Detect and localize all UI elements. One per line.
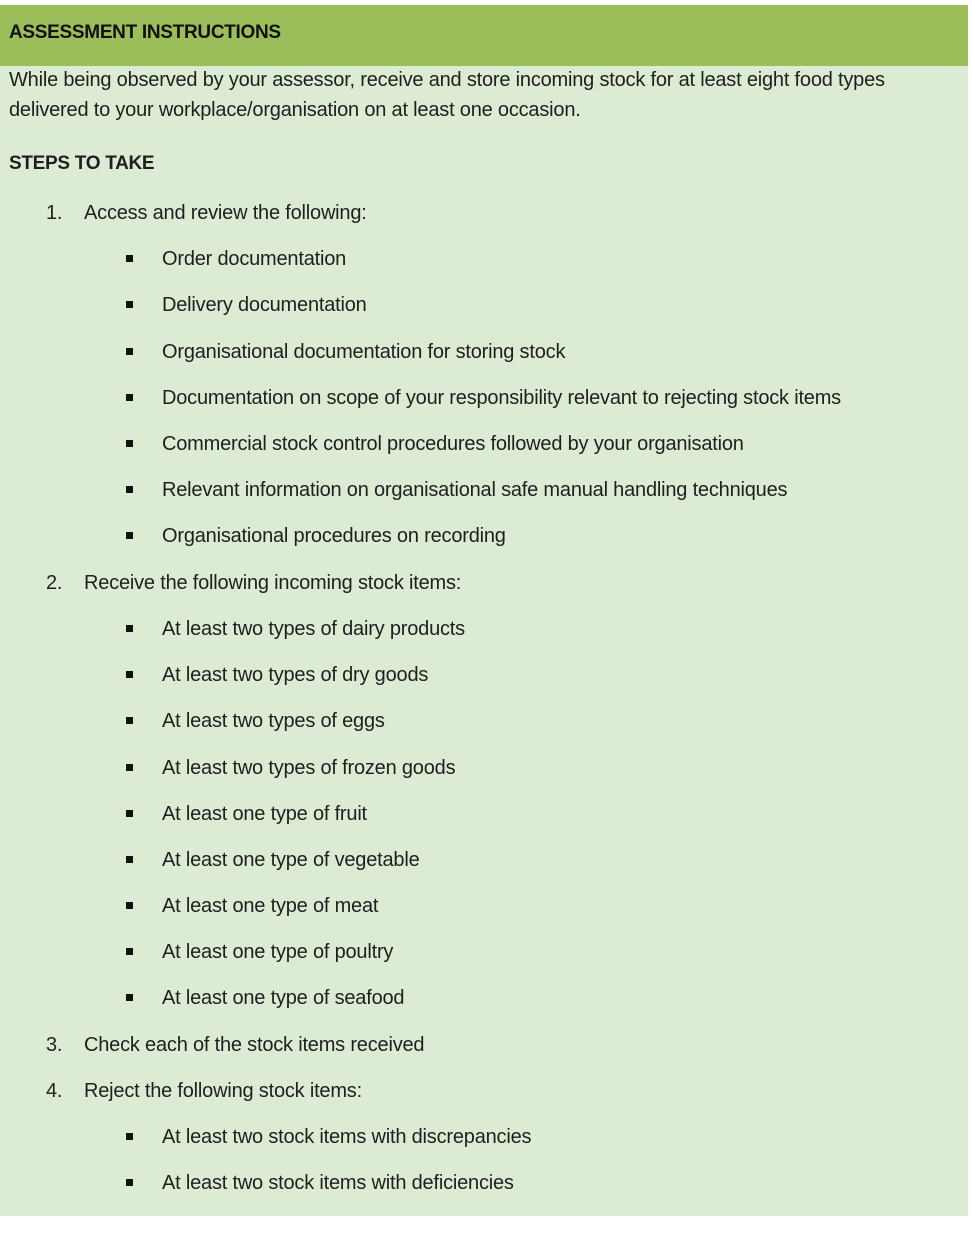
bullet-square-icon	[126, 348, 133, 355]
bullet-square-icon	[126, 532, 133, 539]
header-title: ASSESSMENT INSTRUCTIONS	[9, 22, 281, 43]
bullet-square-icon	[126, 902, 133, 909]
header-bar	[0, 5, 968, 66]
step-number: 2.	[46, 572, 63, 594]
list-item: At least one type of seafood	[162, 987, 405, 1009]
list-item: At least two stock items with discrepancies	[162, 1126, 532, 1148]
list-item: At least two stock items with deficiencies	[162, 1172, 514, 1194]
list-item: Commercial stock control procedures followed by your organisation	[162, 433, 744, 455]
step-text: Access and review the following:	[84, 202, 367, 224]
intro-paragraph: While being observed by your assessor, receive and store incoming stock for at least eight food types delivered to your workplace/organisation on at least one occasion.	[9, 69, 885, 121]
list-item: At least two types of frozen goods	[162, 757, 456, 779]
bullet-square-icon	[126, 948, 133, 955]
bullet-square-icon	[126, 394, 133, 401]
assessment-instructions-panel	[0, 5, 968, 1216]
step-number: 4.	[46, 1080, 63, 1102]
list-item: At least one type of vegetable	[162, 849, 420, 871]
bullet-square-icon	[126, 1133, 133, 1140]
bullet-square-icon	[126, 810, 133, 817]
bullet-square-icon	[126, 625, 133, 632]
bullet-square-icon	[126, 764, 133, 771]
list-item: At least one type of meat	[162, 895, 379, 917]
list-item: At least two types of dairy products	[162, 618, 465, 640]
step-text: Reject the following stock items:	[84, 1080, 362, 1102]
list-item: Documentation on scope of your responsibility relevant to rejecting stock items	[162, 387, 841, 409]
list-item: At least two types of dry goods	[162, 664, 429, 686]
bullet-square-icon	[126, 994, 133, 1001]
list-item: Organisational procedures on recording	[162, 525, 506, 547]
list-item: At least one type of fruit	[162, 803, 367, 825]
bullet-square-icon	[126, 440, 133, 447]
bullet-square-icon	[126, 486, 133, 493]
step-text: Check each of the stock items received	[84, 1034, 425, 1056]
bullet-square-icon	[126, 301, 133, 308]
bullet-square-icon	[126, 255, 133, 262]
list-item: Order documentation	[162, 248, 347, 270]
step-number: 1.	[46, 202, 63, 224]
list-item: Relevant information on organisational safe manual handling techniques	[162, 479, 788, 501]
bullet-square-icon	[126, 856, 133, 863]
list-item: Organisational documentation for storing stock	[162, 341, 566, 363]
steps-heading: STEPS TO TAKE	[9, 153, 155, 174]
list-item: At least two types of eggs	[162, 710, 385, 732]
bullet-square-icon	[126, 671, 133, 678]
list-item: At least one type of poultry	[162, 941, 394, 963]
step-number: 3.	[46, 1034, 63, 1056]
bullet-square-icon	[126, 1179, 133, 1186]
step-text: Receive the following incoming stock items:	[84, 572, 462, 594]
list-item: Delivery documentation	[162, 294, 367, 316]
bullet-square-icon	[126, 717, 133, 724]
